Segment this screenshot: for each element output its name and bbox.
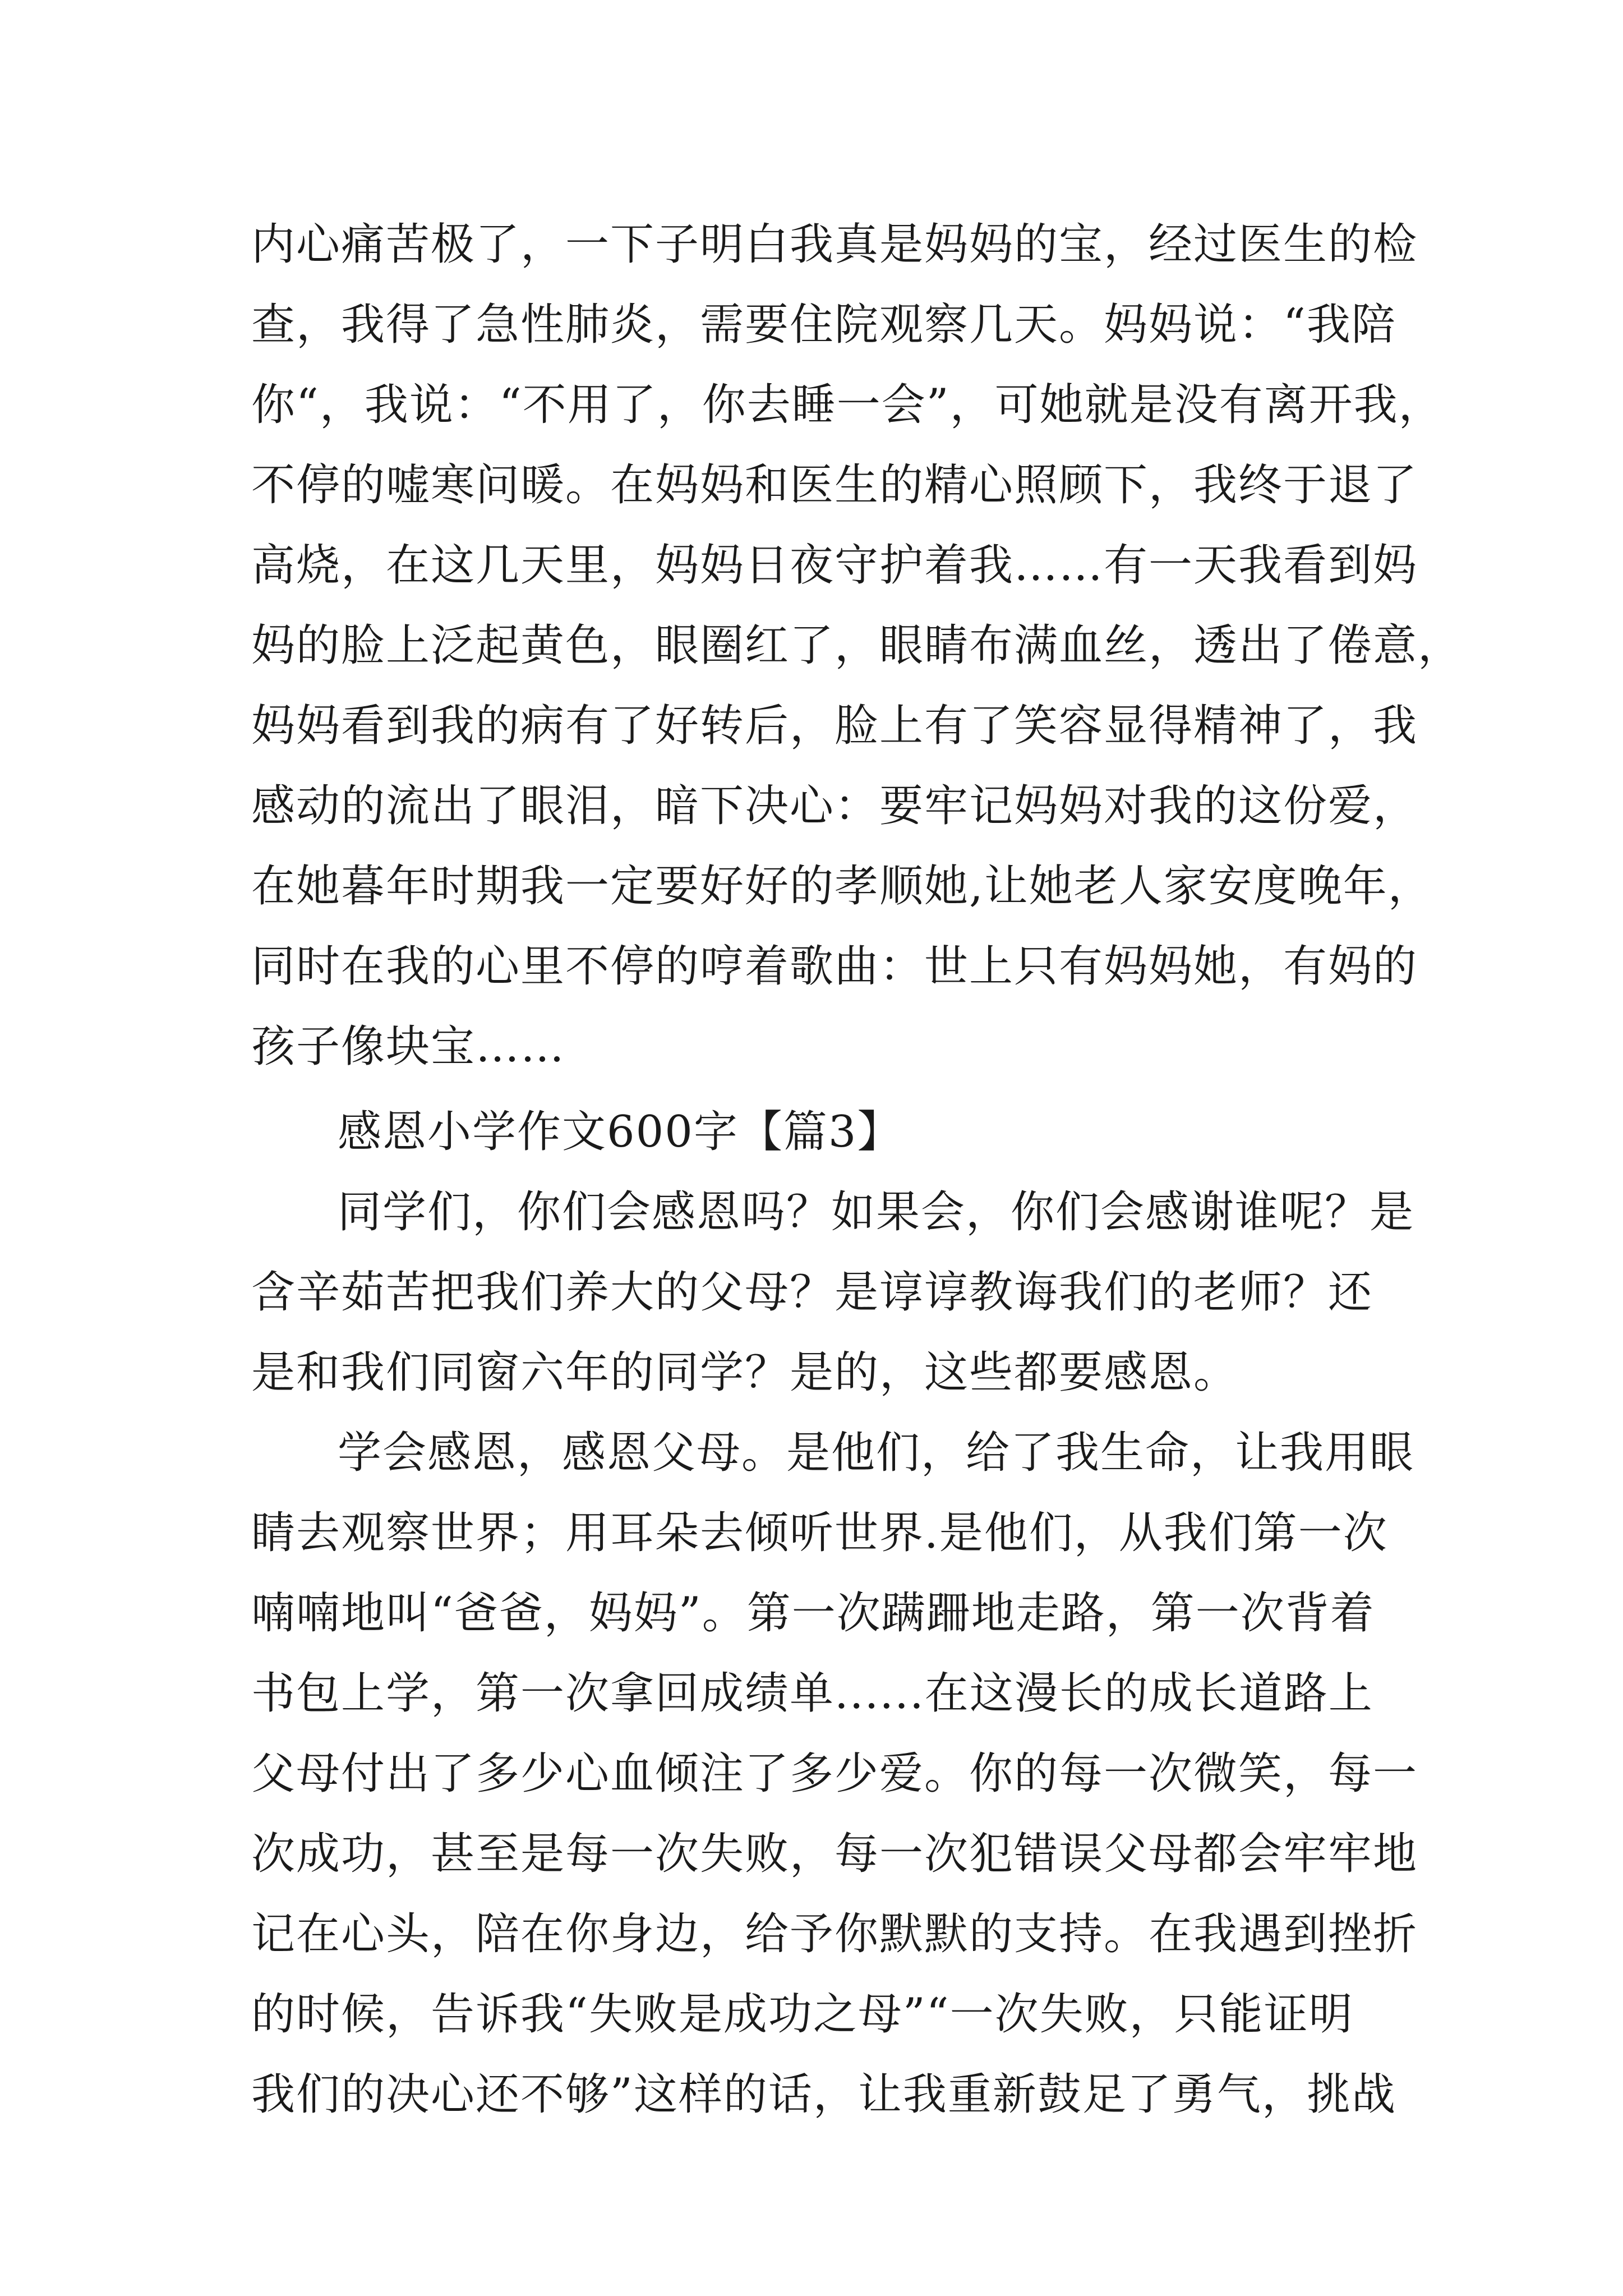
text-line: 记在心头，陪在你身边，给予你默默的支持。在我遇到挫折 — [251, 1909, 1418, 1959]
text-line: 查，我得了急性肺炎，需要住院观察几天。妈妈说：“我陪 — [251, 300, 1396, 350]
text-line: 不停的嘘寒问暖。在妈妈和医生的精心照顾下，我终于退了 — [251, 460, 1418, 510]
paragraph-1 — [251, 205, 1463, 1087]
text-line: 妈的脸上泛起黄色，眼圈红了，眼睛布满血丝，透出了倦意， — [251, 620, 1463, 671]
section-heading: 感恩小学作文600字【篇3】 — [338, 1107, 902, 1157]
text-line: 高烧，在这几天里，妈妈日夜守护着我……有一天我看到妈 — [251, 540, 1418, 591]
text-line: 同学们，你们会感恩吗？如果会，你们会感谢谁呢？是 — [338, 1187, 1415, 1237]
text-line: 孩子像块宝…… — [251, 1022, 566, 1072]
main-text-continued — [251, 1092, 1418, 2135]
text-line: 你“，我说：“不用了，你去睡一会”，可她就是没有离开我， — [251, 380, 1444, 430]
text-line: 睛去观察世界；用耳朵去倾听世界.是他们，从我们第一次 — [251, 1508, 1388, 1558]
text-line: 感动的流出了眼泪，暗下决心：要牢记妈妈对我的这份爱， — [251, 781, 1418, 831]
text-line: 书包上学，第一次拿回成绩单......在这漫长的成长道路上 — [251, 1668, 1373, 1719]
text-line: 的时候，告诉我“失败是成功之母”“一次失败，只能证明 — [251, 1989, 1354, 2040]
text-line: 在她暮年时期我一定要好好的孝顺她,让她老人家安度晚年， — [251, 861, 1433, 912]
text-line: 同时在我的心里不停的哼着歌曲：世上只有妈妈她，有妈的 — [251, 941, 1418, 992]
text-line: 学会感恩，感恩父母。是他们，给了我生命，让我用眼 — [338, 1428, 1415, 1478]
text-line: 含辛茹苦把我们养大的父母？是谆谆教诲我们的老师？还 — [251, 1267, 1373, 1318]
text-line: 妈妈看到我的病有了好转后，脸上有了笑容显得精神了，我 — [251, 701, 1418, 751]
text-line: 父母付出了多少心血倾注了多少爱。你的每一次微笑，每一 — [251, 1749, 1418, 1799]
text-line: 内心痛苦极了，一下子明白我真是妈妈的宝，经过医生的检 — [251, 219, 1418, 270]
text-line: 次成功，甚至是每一次失败，每一次犯错误父母都会牢牢地 — [251, 1829, 1418, 1879]
text-line: 喃喃地叫“爸爸，妈妈”。第一次蹒跚地走路，第一次背着 — [251, 1588, 1375, 1639]
text-line: 我们的决心还不够”这样的话，让我重新鼓足了勇气，挑战 — [251, 2069, 1396, 2120]
text-line: 是和我们同窗六年的同学？是的，这些都要感恩。 — [251, 1347, 1239, 1398]
